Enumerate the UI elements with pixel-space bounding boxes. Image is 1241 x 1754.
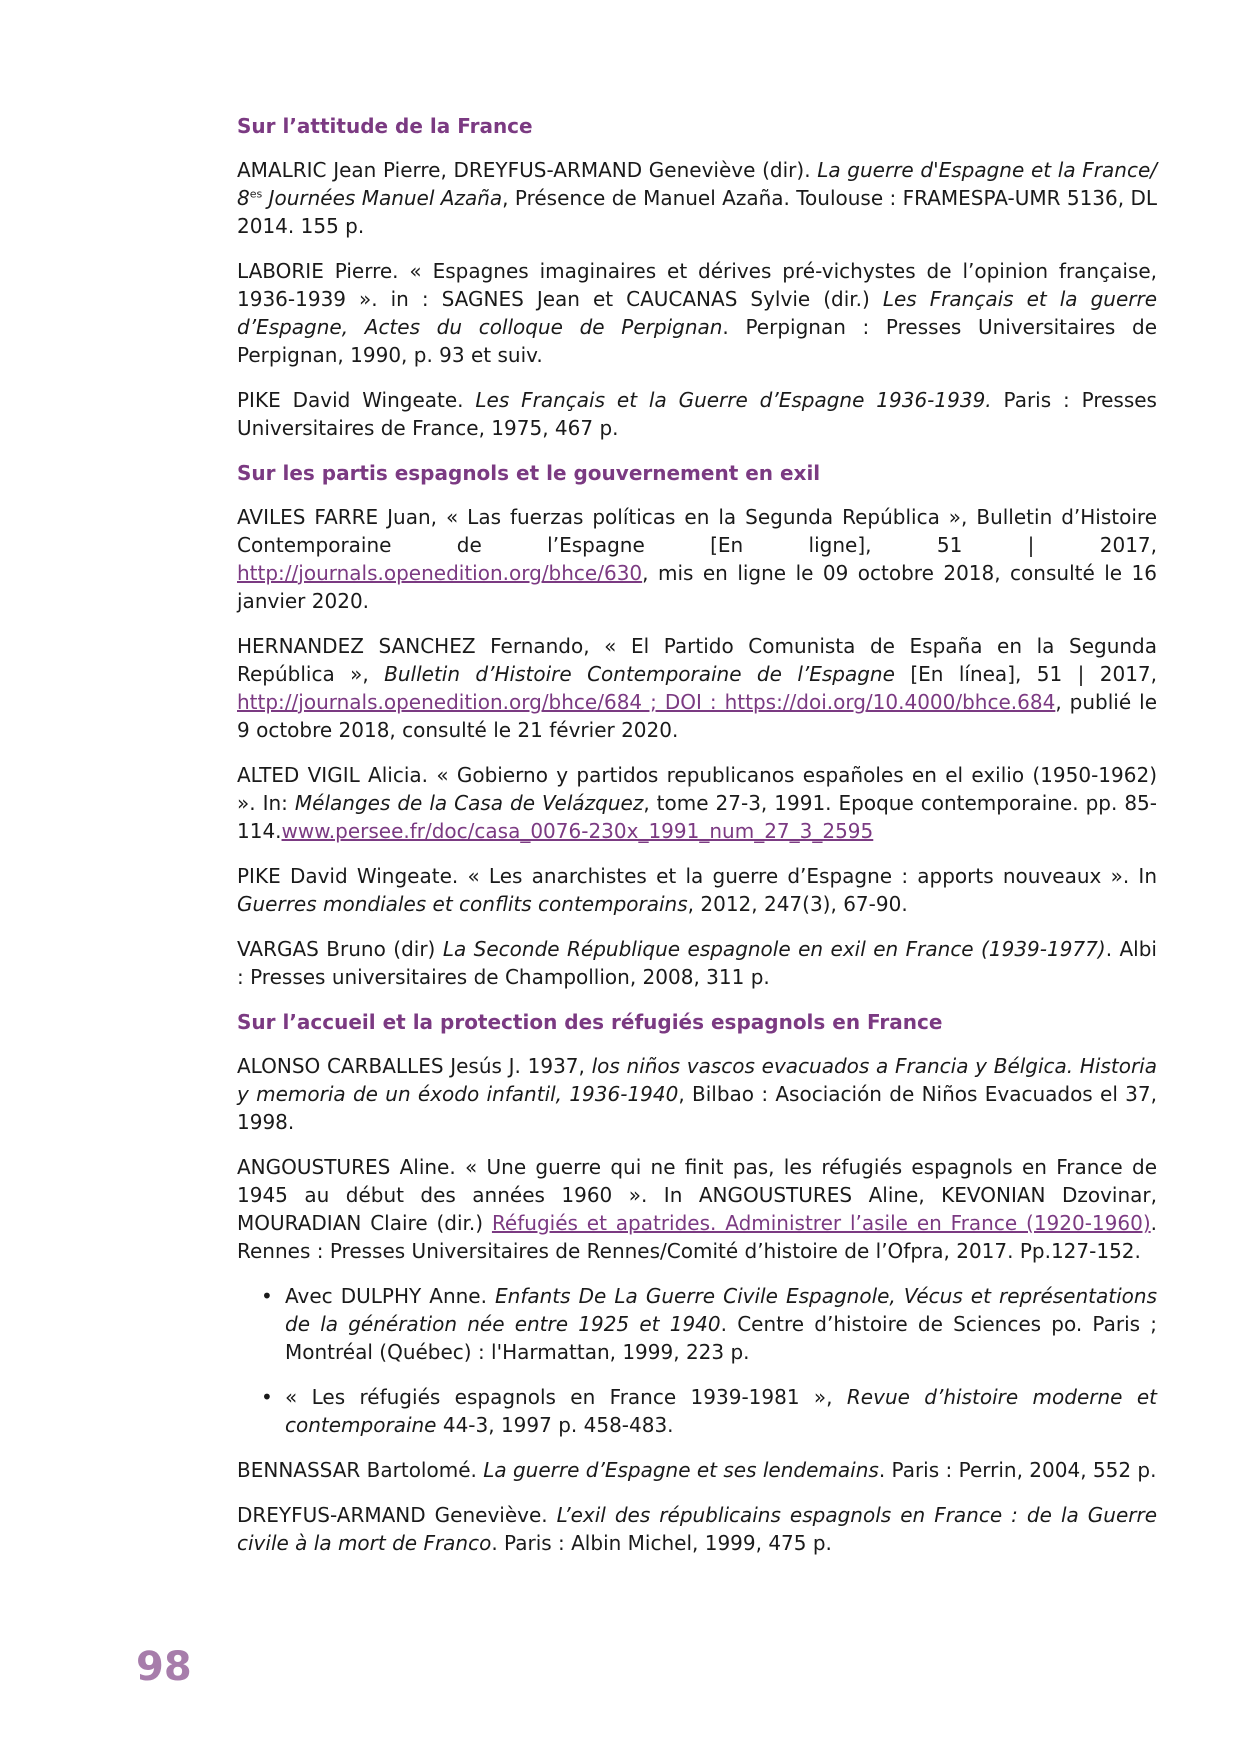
bib-entry-vargas: VARGAS Bruno (dir) La Seconde République espagnole en exil en France (1939-1977). Albi : Presses universitaires de Champollion, 2008, 311 p. <box>237 937 1157 989</box>
section-heading-accueil-refugies: Sur l’accueil et la protection des réfugiés espagnols en France <box>237 1010 943 1034</box>
link-bhce-684[interactable]: http://journals.openedition.org/bhce/684 ; DOI : https://doi.org/10.4000/bhce.684 <box>237 690 1056 714</box>
section-heading-partis-espagnols: Sur les partis espagnols et le gouvernement en exil <box>237 461 821 485</box>
link-persee[interactable]: www.persee.fr/doc/casa_0076-230x_1991_num_27_3_2595 <box>281 819 874 843</box>
bib-entry-amalric: AMALRIC Jean Pierre, DREYFUS-ARMAND Geneviève (dir). La guerre d'Espagne et la France/ $8^{es}$ Journées Manuel Azaña, Présence de Manuel Azaña. Toulouse : FRAMESPA-UMR 5136, DL 2014. 155 p. <box>237 158 1158 238</box>
bullet-icon: • <box>261 1284 273 1308</box>
list-item: • Avec DULPHY Anne. Enfants De La Guerre Civile Espagnole, Vécus et représentations de la génération née entre 1925 et 1940. Centre d’histoire de Sciences po. Paris ; Montréal (Québec) : l'Harmattan, 1999, 223 p. <box>261 1284 1157 1364</box>
bib-entry-alonso-carballes: ALONSO CARBALLES Jesús J. 1937, los niños vascos evacuados a Francia y Bélgica. Historia y memoria de un éxodo infantil, 1936-1940, Bilbao : Asociación de Niños Evacuados el 37, 1998. <box>237 1054 1157 1134</box>
bullet-icon: • <box>261 1385 273 1409</box>
bib-entry-angoustures: ANGOUSTURES Aline. « Une guerre qui ne finit pas, les réfugiés espagnols en France de 1945 au début des années 1960 ». In ANGOUSTURES Aline, KEVONIAN Dzovinar, MOURADIAN Claire (dir.) Réfugiés et apatrides. Administrer l’asile en France (1920-1960). Rennes : Presses Universitaires de Rennes/Comité d’histoire de l’Ofpra, 2017. Pp.127-152. <box>237 1155 1157 1263</box>
bib-entry-aviles-farre: AVILES FARRE Juan, « Las fuerzas políticas en la Segunda República », Bulletin d’Histoire Contemporaine de l’Espagne [En ligne], 51 | 2017, http://journals.openedition.org/bhce/630, mis en ligne le 09 octobre 2018, consulté le 16 janvier 2020. <box>237 505 1157 613</box>
bib-entry-laborie: LABORIE Pierre. « Espagnes imaginaires et dérives pré-vichystes de l’opinion française, 1936-1939 ». in : SAGNES Jean et CAUCANAS Sylvie (dir.) Les Français et la guerre d’Espagne, Actes du colloque de Perpignan. Perpignan : Presses Universitaires de Perpignan, 1990, p. 93 et suiv. <box>237 259 1157 367</box>
bibliography-content <box>237 112 1157 1574</box>
bib-entry-dreyfus-armand: DREYFUS-ARMAND Geneviève. L’exil des républicains espagnols en France : de la Guerre civile à la mort de Franco. Paris : Albin Michel, 1999, 475 p. <box>237 1503 1158 1555</box>
list-item: • « Les réfugiés espagnols en France 1939-1981 », Revue d’histoire moderne et contemporaine 44-3, 1997 p. 458-483. <box>261 1385 1157 1437</box>
bib-entry-bennassar: BENNASSAR Bartolomé. La guerre d’Espagne et ses lendemains. Paris : Perrin, 2004, 552 p. <box>237 1458 1157 1482</box>
bib-entry-alted-vigil: ALTED VIGIL Alicia. « Gobierno y partidos republicanos españoles en el exilio (1950-1962) ». In: Mélanges de la Casa de Velázquez, tome 27-3, 1991. Epoque contemporaine. pp. 85-114.www.persee.fr/doc/casa_0076-230x_1991_num_27_3_2595 <box>237 763 1157 843</box>
link-refugies-apatrides[interactable]: Réfugiés et apatrides. Administrer l’asile en France (1920-1960) <box>491 1211 1151 1235</box>
angoustures-sub-list <box>237 1282 1157 1439</box>
bib-entry-pike-1975: PIKE David Wingeate. Les Français et la Guerre d’Espagne 1936-1939. Paris : Presses Universitaires de France, 1975, 467 p. <box>237 388 1157 440</box>
bib-entry-hernandez-sanchez: HERNANDEZ SANCHEZ Fernando, « El Partido Comunista de España en la Segunda República », Bulletin d’Histoire Contemporaine de l’Espagne [En línea], 51 | 2017, http://journals.openedition.org/bhce/684 ; DOI : https://doi.org/10.4000/bhce.684, publié le 9 octobre 2018, consulté le 21 février 2020. <box>237 634 1158 742</box>
bib-entry-pike-2012: PIKE David Wingeate. « Les anarchistes et la guerre d’Espagne : apports nouveaux ». In Guerres mondiales et conflits contemporains, 2012, 247(3), 67-90. <box>237 864 1157 916</box>
link-bhce-630[interactable]: http://journals.openedition.org/bhce/630 <box>237 561 643 585</box>
page-number: 98 <box>136 1644 192 1690</box>
section-heading-attitude-france: Sur l’attitude de la France <box>237 114 533 138</box>
